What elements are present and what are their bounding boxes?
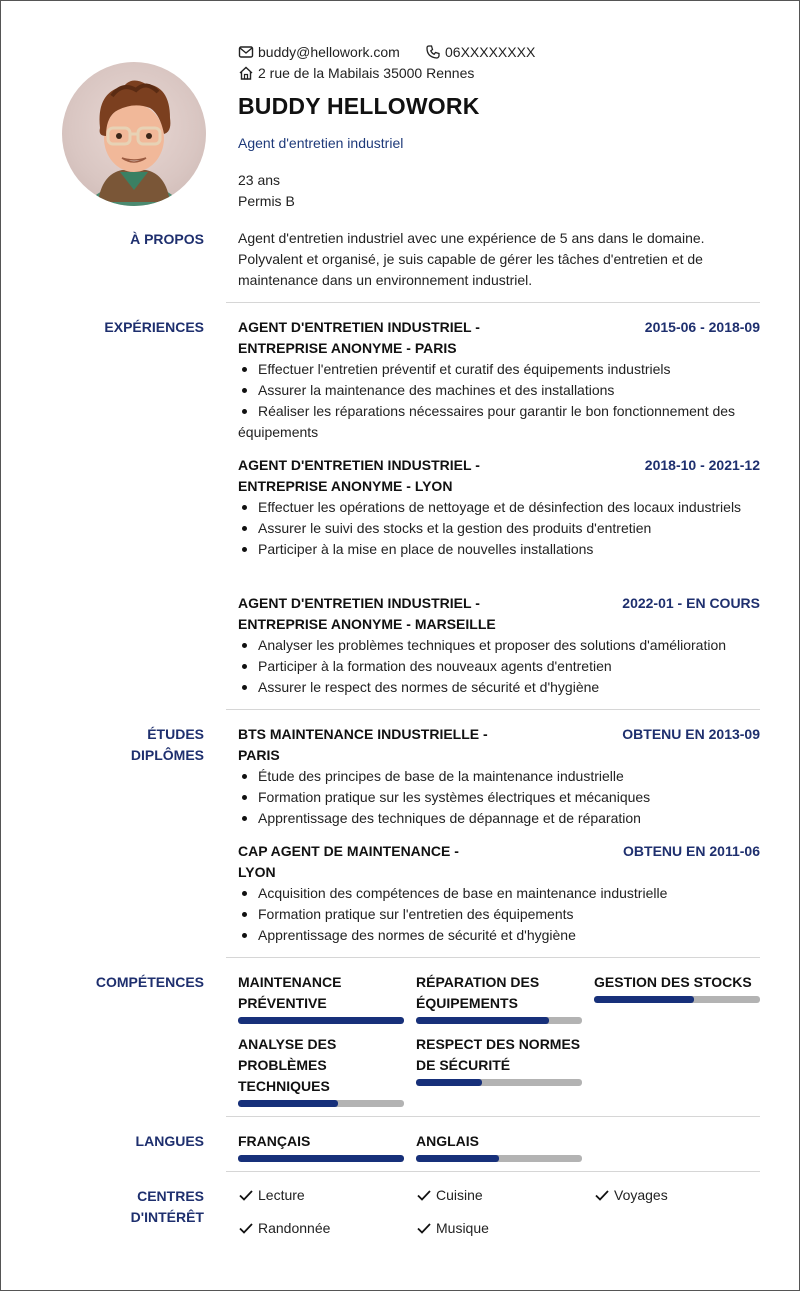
section-label-line: DIPLÔMES: [130, 747, 204, 763]
skill-name-line: RÉPARATION DES: [416, 974, 540, 990]
divider: [226, 957, 760, 958]
check-icon: [238, 1220, 254, 1236]
interest-item: [594, 1187, 668, 1203]
bullet-item: Apprentissage des techniques de dépannage et de réparation: [238, 808, 760, 829]
bullet-item: Formation pratique sur les systèmes électriques et mécaniques: [238, 787, 760, 808]
email-line: [238, 44, 400, 60]
entry-title-line: ENTREPRISE ANONYME - PARIS: [238, 340, 457, 356]
interest-item: [238, 1220, 330, 1236]
bullet-item: Assurer le respect des normes de sécurité et d'hygiène: [238, 677, 760, 698]
phone-icon: [425, 44, 441, 60]
age: 23 ans: [238, 172, 281, 188]
entry-title-line: CAP AGENT DE MAINTENANCE -: [238, 843, 459, 859]
entry-date: 2015-06 - 2018-09: [644, 319, 760, 335]
entry-title-line: LYON: [238, 864, 276, 880]
divider: [226, 709, 760, 710]
experience-entry: [238, 317, 760, 443]
entry-title-line: ENTREPRISE ANONYME - MARSEILLE: [238, 616, 496, 632]
skill-level-fill: [594, 996, 694, 1003]
interest-label: Lecture: [258, 1187, 305, 1203]
interest-item: [238, 1187, 305, 1203]
entry-title: [238, 317, 498, 359]
language-item: [416, 1131, 582, 1162]
language-name: ANGLAIS: [416, 1133, 479, 1149]
section-label-line: D'INTÉRÊT: [130, 1209, 204, 1225]
skill-name-line: MAINTENANCE: [238, 974, 342, 990]
divider: [226, 1171, 760, 1172]
address-line: [238, 65, 474, 81]
section-label-interests: [131, 1186, 204, 1228]
skill-name-line: DE SÉCURITÉ: [416, 1057, 511, 1073]
section-label-line: CENTRES: [137, 1188, 204, 1204]
interest-label: Voyages: [614, 1187, 668, 1203]
skill-level-bar: [238, 1100, 404, 1107]
language-item: [238, 1131, 404, 1162]
entry-title: [238, 593, 498, 635]
check-icon: [416, 1187, 432, 1203]
bullet-list: [238, 359, 760, 443]
skill-name: [416, 1034, 582, 1076]
bullet-list: [238, 497, 760, 560]
candidate-name: BUDDY HELLOWORK: [238, 93, 480, 119]
job-title: Agent d'entretien industriel: [238, 135, 404, 151]
skill-name: [594, 972, 760, 993]
bullet-item: Formation pratique sur l'entretien des équipements: [238, 904, 760, 925]
skill-level-fill: [238, 1100, 338, 1107]
skill-item: [238, 972, 404, 1024]
skill-level-fill: [416, 1017, 549, 1024]
skill-level-bar: [416, 1079, 582, 1086]
bullet-item: Participer à la formation des nouveaux agents d'entretien: [238, 656, 760, 677]
entry-date: OBTENU EN 2011-06: [623, 843, 760, 859]
bullet-item: Effectuer les opérations de nettoyage et de désinfection des locaux industriels: [238, 497, 760, 518]
bullet-list: [238, 635, 760, 698]
skill-item: [416, 972, 582, 1024]
skill-name: [238, 1034, 404, 1097]
bullet-item: Réaliser les réparations nécessaires pour garantir le bon fonctionnement des équipements: [238, 401, 760, 443]
experience-entry: [238, 455, 760, 560]
skill-level-fill: [238, 1017, 404, 1024]
email-text[interactable]: buddy@hellowork.com: [258, 44, 400, 60]
entry-title: [238, 724, 498, 766]
interest-label: Cuisine: [436, 1187, 483, 1203]
section-label-line: ÉTUDES: [147, 726, 204, 742]
interest-label: Musique: [436, 1220, 489, 1236]
check-icon: [594, 1187, 610, 1203]
skill-name-line: ANALYSE DES: [238, 1036, 337, 1052]
skill-name-line: ÉQUIPEMENTS: [416, 995, 518, 1011]
driving-license: Permis B: [238, 193, 295, 209]
entry-title: [238, 455, 498, 497]
skill-level-bar: [238, 1017, 404, 1024]
skill-level-bar: [416, 1017, 582, 1024]
entry-title-line: AGENT D'ENTRETIEN INDUSTRIEL -: [238, 319, 480, 335]
entry-title-line: PARIS: [238, 747, 280, 763]
skill-item: [238, 1034, 404, 1107]
entry-title-line: ENTREPRISE ANONYME - LYON: [238, 478, 453, 494]
about-text: Agent d'entretien industriel avec une expérience de 5 ans dans le domaine. Polyvalent et organisé, je suis capable de gérer les tâches d'entretien et de maintenance dans un environnement industriel.: [238, 230, 705, 288]
section-label-education: [131, 724, 204, 766]
language-level-bar: [238, 1155, 404, 1162]
entry-title-line: AGENT D'ENTRETIEN INDUSTRIEL -: [238, 457, 480, 473]
skill-level-bar: [594, 996, 760, 1003]
language-name: FRANÇAIS: [238, 1133, 311, 1149]
skill-level-fill: [416, 1079, 482, 1086]
home-icon: [238, 65, 254, 81]
skill-name-line: GESTION DES STOCKS: [594, 974, 752, 990]
skill-name: [416, 972, 582, 1014]
language-level-fill: [416, 1155, 499, 1162]
avatar-illustration: [62, 62, 206, 206]
divider: [226, 302, 760, 303]
section-label-languages: LANGUES: [135, 1133, 204, 1149]
mail-icon: [238, 44, 254, 60]
education-entry: [238, 841, 760, 946]
skill-name-line: RESPECT DES NORMES: [416, 1036, 581, 1052]
interest-item: [416, 1220, 489, 1236]
check-icon: [238, 1187, 254, 1203]
bullet-item: Assurer le suivi des stocks et la gestion des produits d'entretien: [238, 518, 760, 539]
skill-name: [238, 972, 404, 1014]
interest-item: [416, 1187, 483, 1203]
divider: [226, 1116, 760, 1117]
phone-text[interactable]: 06XXXXXXXX: [445, 44, 536, 60]
bullet-item: Assurer la maintenance des machines et des installations: [238, 380, 760, 401]
bullet-item: Analyser les problèmes techniques et proposer des solutions d'amélioration: [238, 635, 760, 656]
skill-item: [594, 972, 760, 1003]
check-icon: [416, 1220, 432, 1236]
avatar: [62, 62, 206, 206]
section-label-experience: EXPÉRIENCES: [104, 319, 204, 335]
skill-name-line: PROBLÈMES: [238, 1057, 327, 1073]
address-text: 2 rue de la Mabilais 35000 Rennes: [258, 65, 475, 81]
bullet-item: Acquisition des compétences de base en maintenance industrielle: [238, 883, 760, 904]
phone-line: [425, 44, 535, 60]
bullet-item: Effectuer l'entretien préventif et curatif des équipements industriels: [238, 359, 760, 380]
interest-label: Randonnée: [258, 1220, 331, 1236]
language-level-bar: [416, 1155, 582, 1162]
skill-name-line: TECHNIQUES: [238, 1078, 330, 1094]
section-label-about: À PROPOS: [130, 231, 204, 247]
skill-name-line: PRÉVENTIVE: [238, 995, 327, 1011]
bullet-item: Apprentissage des normes de sécurité et d'hygiène: [238, 925, 760, 946]
language-level-fill: [238, 1155, 404, 1162]
entry-date: OBTENU EN 2013-09: [622, 726, 760, 742]
entry-title: [238, 841, 498, 883]
experience-entry: [238, 593, 760, 698]
education-entry: [238, 724, 760, 829]
entry-title-line: BTS MAINTENANCE INDUSTRIELLE -: [238, 726, 488, 742]
entry-date: 2022-01 - EN COURS: [622, 595, 760, 611]
bullet-list: [238, 883, 760, 946]
bullet-item: Participer à la mise en place de nouvelles installations: [238, 539, 760, 560]
bullet-list: [238, 766, 760, 829]
skill-item: [416, 1034, 582, 1086]
entry-title-line: AGENT D'ENTRETIEN INDUSTRIEL -: [238, 595, 480, 611]
bullet-item: Étude des principes de base de la maintenance industrielle: [238, 766, 760, 787]
section-label-skills: COMPÉTENCES: [95, 974, 204, 990]
entry-date: 2018-10 - 2021-12: [644, 457, 760, 473]
